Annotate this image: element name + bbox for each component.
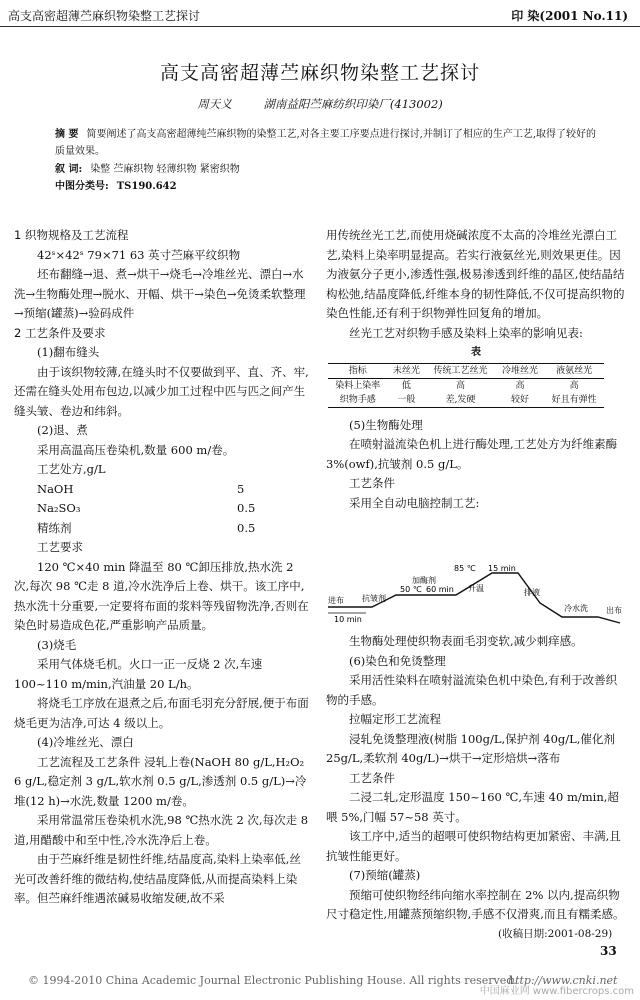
paragraph: 在喷射溢流染色机上进行酶处理,工艺处方为纤维素酶 3%(owf),抗皱剂 0.5 g/L。 (326, 437, 618, 471)
recipe-item: Na₂SO₃ (37, 501, 81, 515)
table-caption: 表 (471, 347, 481, 358)
paragraph: 采用气体烧毛机。火口一正一反烧 2 次,车速 100~110 m/min,汽油量 20 L/h。 (14, 657, 263, 691)
diagram-label: 冷水洗 (564, 604, 588, 613)
paragraph: 采用常温常压卷染机水洗,98 ℃热水洗 2 次,每次走 8 道,用醋酸中和至中性,冷水洗净后上卷。 (14, 813, 309, 847)
subsection-heading: (5)生物酶处理 (349, 417, 423, 432)
table-header-row (328, 363, 604, 378)
table-header-cell: 未丝光 (388, 363, 426, 378)
diagram-label: 出布 (606, 606, 622, 615)
page-footer (0, 970, 640, 1000)
running-header (0, 0, 640, 27)
diagram-label: 加酶剂 (412, 576, 436, 585)
diagram-label: 进布 (328, 596, 344, 605)
diagram-label: 15 min (488, 565, 516, 573)
table-cell: 差,发硬 (425, 393, 496, 408)
paragraph: 浸轧免烫整理液(树脂 100g/L,保护剂 40g/L,催化剂 25g/L,柔软剂 40g/L)→烘干→定形焙烘→落布 (326, 731, 615, 765)
clc-number (55, 178, 605, 195)
table-header-cell: 冷堆丝光 (496, 363, 545, 378)
recipe-amount: 0.5 (237, 520, 256, 535)
diagram-label: 85 ℃ (454, 565, 476, 573)
subsection-heading: (6)染色和免烫整理 (349, 653, 446, 668)
paragraph: 采用全自动电脑控制工艺: (349, 495, 480, 510)
table-row (328, 393, 604, 408)
paragraph: 工艺流程及工艺条件 浸轧上卷(NaOH 80 g/L,H₂O₂ 6 g/L,稳定剂 3 g/L,软水剂 0.5 g/L,渗透剂 0.5 g/L)→冷堆(12 h)→水洗,数量 1200 m/卷。 (14, 754, 307, 808)
received-date: (收稿日期:2001-08-29) (498, 928, 613, 940)
recipe-item: NaOH (37, 481, 74, 496)
subsection-label: 工艺条件 (349, 476, 395, 490)
section-heading: 1 织物规格及工艺流程 (14, 228, 129, 242)
subsection-heading: (2)退、煮 (37, 423, 88, 437)
section-heading: 2 工艺条件及要求 (14, 325, 106, 340)
footer-link[interactable]: http://www.cnki.net (508, 974, 618, 987)
table-header-cell: 液氨丝光 (544, 363, 604, 378)
header-issue: 印 染(2001 No.11) (511, 9, 628, 23)
table-header-cell: 指标 (328, 363, 388, 378)
abstract-label: 摘 要 (55, 129, 79, 140)
paragraph: 采用高温高压卷染机,数量 600 m/卷。 (37, 442, 235, 457)
left-column (14, 226, 312, 909)
paragraph: 二浸二轧,定形温度 150~160 ℃,车速 40 m/min,超喂 5%,门幅 57~58 英寸。 (326, 790, 619, 824)
author-name: 周天义 (197, 97, 232, 111)
subsection-heading: (1)翻布缝头 (37, 345, 100, 359)
table-cell: 较好 (496, 393, 545, 408)
table-cell: 染料上染率 (335, 380, 381, 391)
table-cell: 低 (401, 380, 411, 391)
page-number: 33 (600, 944, 617, 958)
table-cell: 高 (515, 380, 525, 391)
abstract (55, 126, 605, 160)
recipe-amount: 5 (237, 481, 245, 496)
diagram-label: 抗皱剂 (362, 594, 386, 603)
paper-title: 高支高密超薄苎麻织物染整工艺探讨 (159, 62, 480, 84)
recipe-item: 精练剂 (37, 520, 72, 535)
paragraph: 由于该织物较薄,在缝头时不仅要做到平、直、齐、牢,还需在缝头处用布包边,以减少加工过程中匹与匹之间产生缝头皱、卷边和纬斜。 (14, 364, 309, 418)
keywords-label: 叙 词: (55, 164, 83, 175)
enzyme-process-diagram (328, 565, 628, 627)
recipe-row (14, 480, 312, 500)
paragraph: 120 ℃×40 min 降温至 80 ℃卸压排放,热水洗 2 次,每次 98 ℃走 8 道,冷水洗净后上卷、烘干。该工序中,热水洗十分重要,一定要将布面的浆料等残留物洗净,否则在染色时易造成色花,严重影响产品质量。 (14, 559, 309, 632)
paragraph: 预缩可使织物经纬向缩水率控制在 2% 以内,提高织物尺寸稳定性,用罐蒸预缩织物,手感不仅滑爽,而且有糯柔感。 (326, 887, 625, 921)
author-line (0, 96, 640, 112)
paragraph: 将烧毛工序放在退煮之后,布面毛羽充分舒展,便于布面烧毛更为洁净,可达 4 级以上。 (14, 696, 309, 730)
subsection-heading: (3)烧毛 (37, 637, 77, 652)
paragraph: 该工序中,适当的超喂可使织物结构更加紧密、丰满,且抗皱性能更好。 (326, 829, 621, 863)
recipe-row (14, 499, 312, 519)
table-intro: 丝光工艺对织物手感及染料上染率的影响见表: (349, 325, 583, 340)
right-column (326, 226, 626, 513)
diagram-label: 10 min (334, 615, 362, 624)
clc-label: 中图分类号: (55, 181, 109, 192)
recipe-amount: 0.5 (237, 501, 256, 515)
mercerizing-table (328, 363, 604, 408)
diagram-label: 60 min (426, 585, 454, 594)
paragraph: 由于苎麻纤维是韧性纤维,结晶度高,染料上染率低,丝光可改善纤维的微结构,使结晶度降低,从而提高染料上染率。但苎麻纤维遇浓碱易收缩发硬,故不采 (14, 852, 301, 905)
table-header-cell: 传统工艺丝光 (425, 363, 496, 378)
table-cell: 好且有弹性 (544, 393, 604, 408)
recipe-row (14, 519, 312, 539)
keywords (55, 161, 605, 178)
subsection-label: 工艺要求 (37, 540, 83, 554)
subsection-heading: (7)预缩(罐蒸) (349, 868, 421, 882)
abstract-text: 简要阐述了高支高密超薄纯苎麻织物的染整工艺,对各主要工序要点进行探讨,并制订了相应的生产工艺,取得了较好的质量效果。 (55, 129, 597, 157)
header-journal-title: 高支高密超薄苎麻织物染整工艺探讨 (8, 9, 201, 23)
paragraph: 生物酶处理使织物表面毛羽变软,减少刺痒感。 (349, 634, 583, 648)
watermark: 中国麻业网 www.fibercrops.com (479, 986, 634, 997)
paragraph: 用传统丝光工艺,而使用烧碱浓度不太高的冷堆丝光漂白工艺,染料上染率明显提高。若实行液氨丝光,则效果更佳。因为液氨分子更小,渗透性强,极易渗透到纤维的晶区,使结晶结构松弛,结晶度降低,纤维本身的韧性降低,不仅可提高织物的染色性能,还有利于织物弹性回复角的增加。 (326, 228, 625, 320)
table-cell: 高 (455, 380, 465, 391)
footer-copyright: © 1994-2010 China Academic Journal Electronic Publishing House. All rights reserved. (28, 974, 517, 987)
table-cell: 高 (569, 380, 579, 391)
recipe-heading: 工艺处方,g/L (37, 462, 106, 476)
subsection-heading: (4)冷堆丝光、漂白 (37, 735, 134, 749)
clc-text: TS190.642 (116, 181, 177, 192)
keywords-text: 染整 苎麻织物 轻薄织物 紧密织物 (90, 164, 240, 175)
subsection-label: 工艺条件 (349, 770, 395, 785)
paragraph: 采用活性染料在喷射溢流染色机中染色,有利于改善织物的手感。 (326, 673, 618, 707)
author-affiliation: 湖南益阳苎麻纺织印染厂(413002) (263, 97, 443, 111)
subsection-label: 拉幅定形工艺流程 (349, 712, 441, 726)
process-flow: 坯布翻缝→退、煮→烘干→烧毛→冷堆丝光、漂白→水洗→生物酶处理→脱水、开幅、烘干→染色→免烫柔软整理→预缩(罐蒸)→验码成件 (14, 267, 306, 320)
table-cell: 织物手感 (328, 393, 388, 408)
right-column-lower (326, 632, 626, 925)
diagram-label: 排液 (524, 588, 540, 597)
table-cell: 一般 (388, 393, 426, 408)
diagram-label: 50 ℃ (400, 585, 422, 594)
diagram-label: 升温 (468, 584, 484, 593)
fabric-spec: 42ˢ×42ˢ 79×71 63 英寸苎麻平纹织物 (37, 247, 241, 262)
table-row (328, 378, 604, 393)
